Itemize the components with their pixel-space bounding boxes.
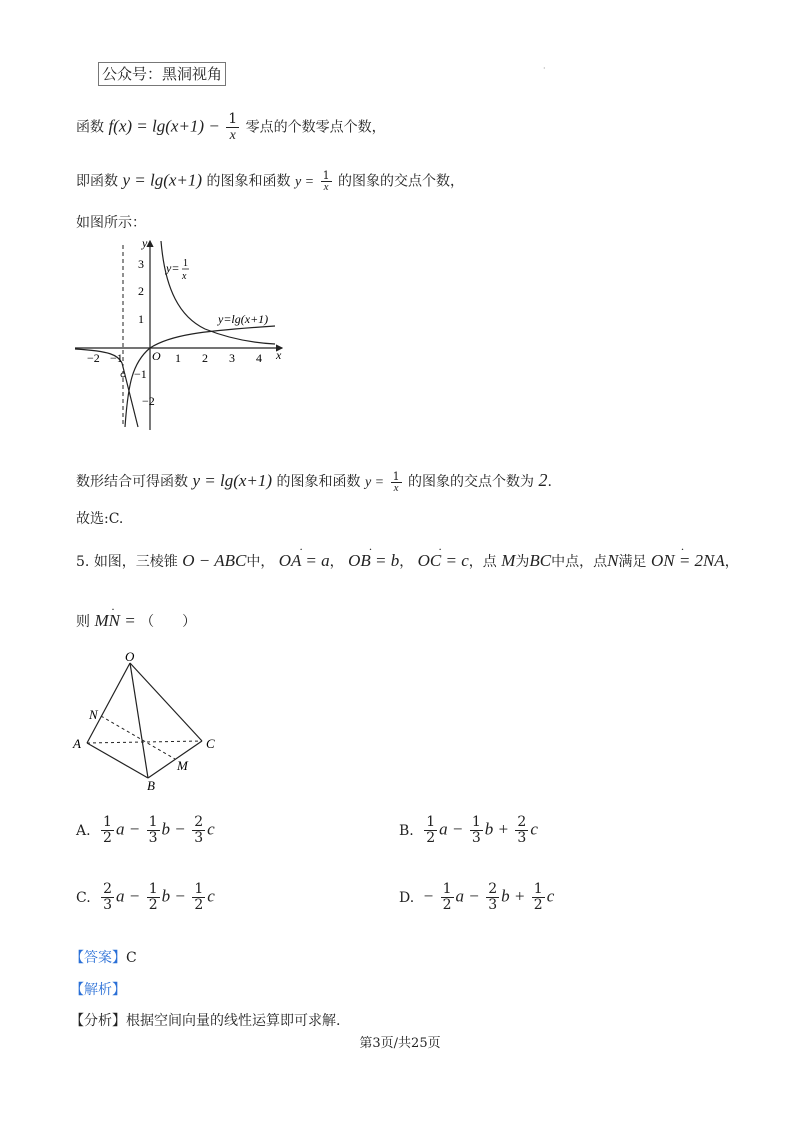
y-tick: −2 [142,394,155,408]
reciprocal-lhs: y = [294,174,315,190]
term-b: b − [161,886,186,906]
curve-lg [125,326,275,427]
q5-text: 中点，点 [551,554,608,570]
coef: $\frac{1}{2}$ [442,881,452,913]
solution-line-1 [76,112,386,143]
x-tick: 2 [202,351,208,365]
option-label: C. [76,889,91,906]
page-footer: 第3页/共25页 [359,1036,441,1051]
term-a: a − [455,886,480,906]
fraction-1-over-x: $\frac{1}{x}$ [392,469,400,494]
vector-oa: · OA = a [279,551,330,571]
point-m: M [501,551,516,570]
question-5-line-1 [76,551,739,572]
coef: $\frac{1}{2}$ [426,814,436,846]
answer-value: C [126,950,137,966]
lg-function: y = lg(x+1) [122,170,203,190]
point-n: N [607,551,619,570]
term-c: c [207,819,215,839]
y-tick: 1 [138,312,144,326]
coef: $\frac{1}{2}$ [533,881,543,913]
lg-function: y = lg(x+1) [192,471,273,490]
origin-label: O [152,349,161,363]
term-a: a − [116,886,141,906]
reciprocal-label-den: x [182,271,187,282]
reciprocal-label-num: 1 [183,258,188,269]
point-label-m: M [177,758,188,773]
term-b: b + [501,886,526,906]
coef: $\frac{2}{3}$ [194,814,204,846]
question-5-line-2 [76,611,196,632]
q5-text: ，点 [468,554,497,570]
curve-reciprocal-left [75,349,138,427]
q5-text: 则 [76,614,90,630]
coef: $\frac{1}{2}$ [103,814,112,846]
vector-ob: · OB = b [348,551,399,571]
y-tick: 3 [138,257,144,271]
option-d[interactable] [399,882,554,913]
tetrahedron-name: O − ABC [182,551,247,570]
point-label-n: N [89,707,98,722]
x-tick: 4 [256,351,262,365]
header-label: 公众号：黑洞视角 [98,62,226,86]
y-tick: −1 [134,367,147,381]
vertex-label-c: C [206,736,215,751]
reciprocal-label: y= [166,261,180,275]
fraction-1-over-x: $\frac{1}{x}$ [228,111,238,143]
solution-line-3: 如图所示： [76,215,146,231]
answer-tag: 【答案】 [70,950,126,966]
line2-prefix: 即函数 [76,173,118,190]
leading-minus: − [422,886,435,906]
vector-oc: · OC = c [418,551,469,571]
reciprocal-lhs: y = [364,475,385,490]
answer-line [70,948,137,968]
option-label: B. [399,822,414,839]
y-axis-label: y [142,236,148,250]
condition-on-2na: · ON = 2NA [651,551,725,571]
answer-blank: （ ） [140,614,197,630]
curve-reciprocal-right [161,241,275,344]
coef: $\frac{1}{2}$ [148,881,158,913]
q5-text: ， [329,554,344,570]
line4-middle: 的图象和函数 [276,474,361,490]
vertex-label-a: A [73,736,81,751]
fenxi-line [70,1011,340,1031]
x-axis-label: x [276,348,282,362]
open-point [121,373,125,377]
edge-ab [87,743,148,778]
term-b: b − [161,819,186,839]
term-a: a − [439,819,464,839]
analysis-tag: 【解析】 [70,982,126,998]
option-c[interactable] [76,882,215,913]
function-graph [70,235,290,435]
x-tick: −1 [110,351,123,365]
q5-text: 满足 [618,554,647,570]
lg-label: y=lg(x+1) [218,312,269,326]
solution-line-2 [76,170,464,193]
coef: $\frac{1}{3}$ [148,814,158,846]
option-b[interactable] [399,815,538,846]
vector-mn: · MN = [94,611,135,631]
x-tick: −2 [87,351,100,365]
option-a[interactable] [76,815,215,846]
coef: $\frac{2}{3}$ [488,881,498,913]
x-tick: 3 [229,351,235,365]
y-tick: 2 [138,284,144,298]
option-label: A. [76,822,91,839]
term-a: a − [115,819,141,839]
term-c: c [207,886,215,906]
coef: $\frac{1}{2}$ [194,881,204,913]
vertex-label-b: B [147,778,155,793]
tetrahedron-figure [70,648,230,793]
line4-prefix: 数形结合可得函数 [76,474,188,490]
q5-text: ， [724,554,739,570]
q5-text: 如图，三棱锥 [93,554,178,570]
coef: $\frac{2}{3}$ [517,814,527,846]
q5-text: 中， [246,554,275,570]
edge-bc [148,741,202,778]
stray-dot: · [543,64,546,73]
solution-line-4 [76,470,552,494]
intersection-count: 2 [538,470,548,490]
fraction-1-over-x: $\frac{1}{x}$ [322,169,330,193]
solution-line-5: 故选:C. [76,511,124,527]
term-b: b + [484,819,509,839]
fenxi-tag: 【分析】 [70,1013,126,1029]
segment-nm [101,716,175,759]
vertex-label-o: O [125,649,135,664]
line2-middle: 的图象和函数 [206,173,291,190]
line1-suffix: 零点的个数零点个数， [245,119,386,136]
coef: $\frac{1}{3}$ [471,814,481,846]
edge-oa [87,663,130,743]
line4-suffix: 的图象的交点个数为 [408,474,535,490]
x-tick: 1 [175,351,181,365]
period: . [547,474,552,490]
fenxi-text: 根据空间向量的线性运算即可求解. [126,1013,341,1029]
term-c: c [530,819,538,839]
line2-suffix: 的图象的交点个数， [338,173,465,190]
function-expression: f(x) = lg(x+1) − [108,116,220,136]
option-label: D. [399,889,415,906]
coef: $\frac{2}{3}$ [103,881,113,913]
q5-text: ， [399,554,414,570]
term-c: c [546,886,555,906]
segment-bc: BC [529,551,552,570]
line1-prefix: 函数 [76,119,104,136]
question-number: 5. [76,554,90,570]
q5-text: 为 [515,554,530,570]
